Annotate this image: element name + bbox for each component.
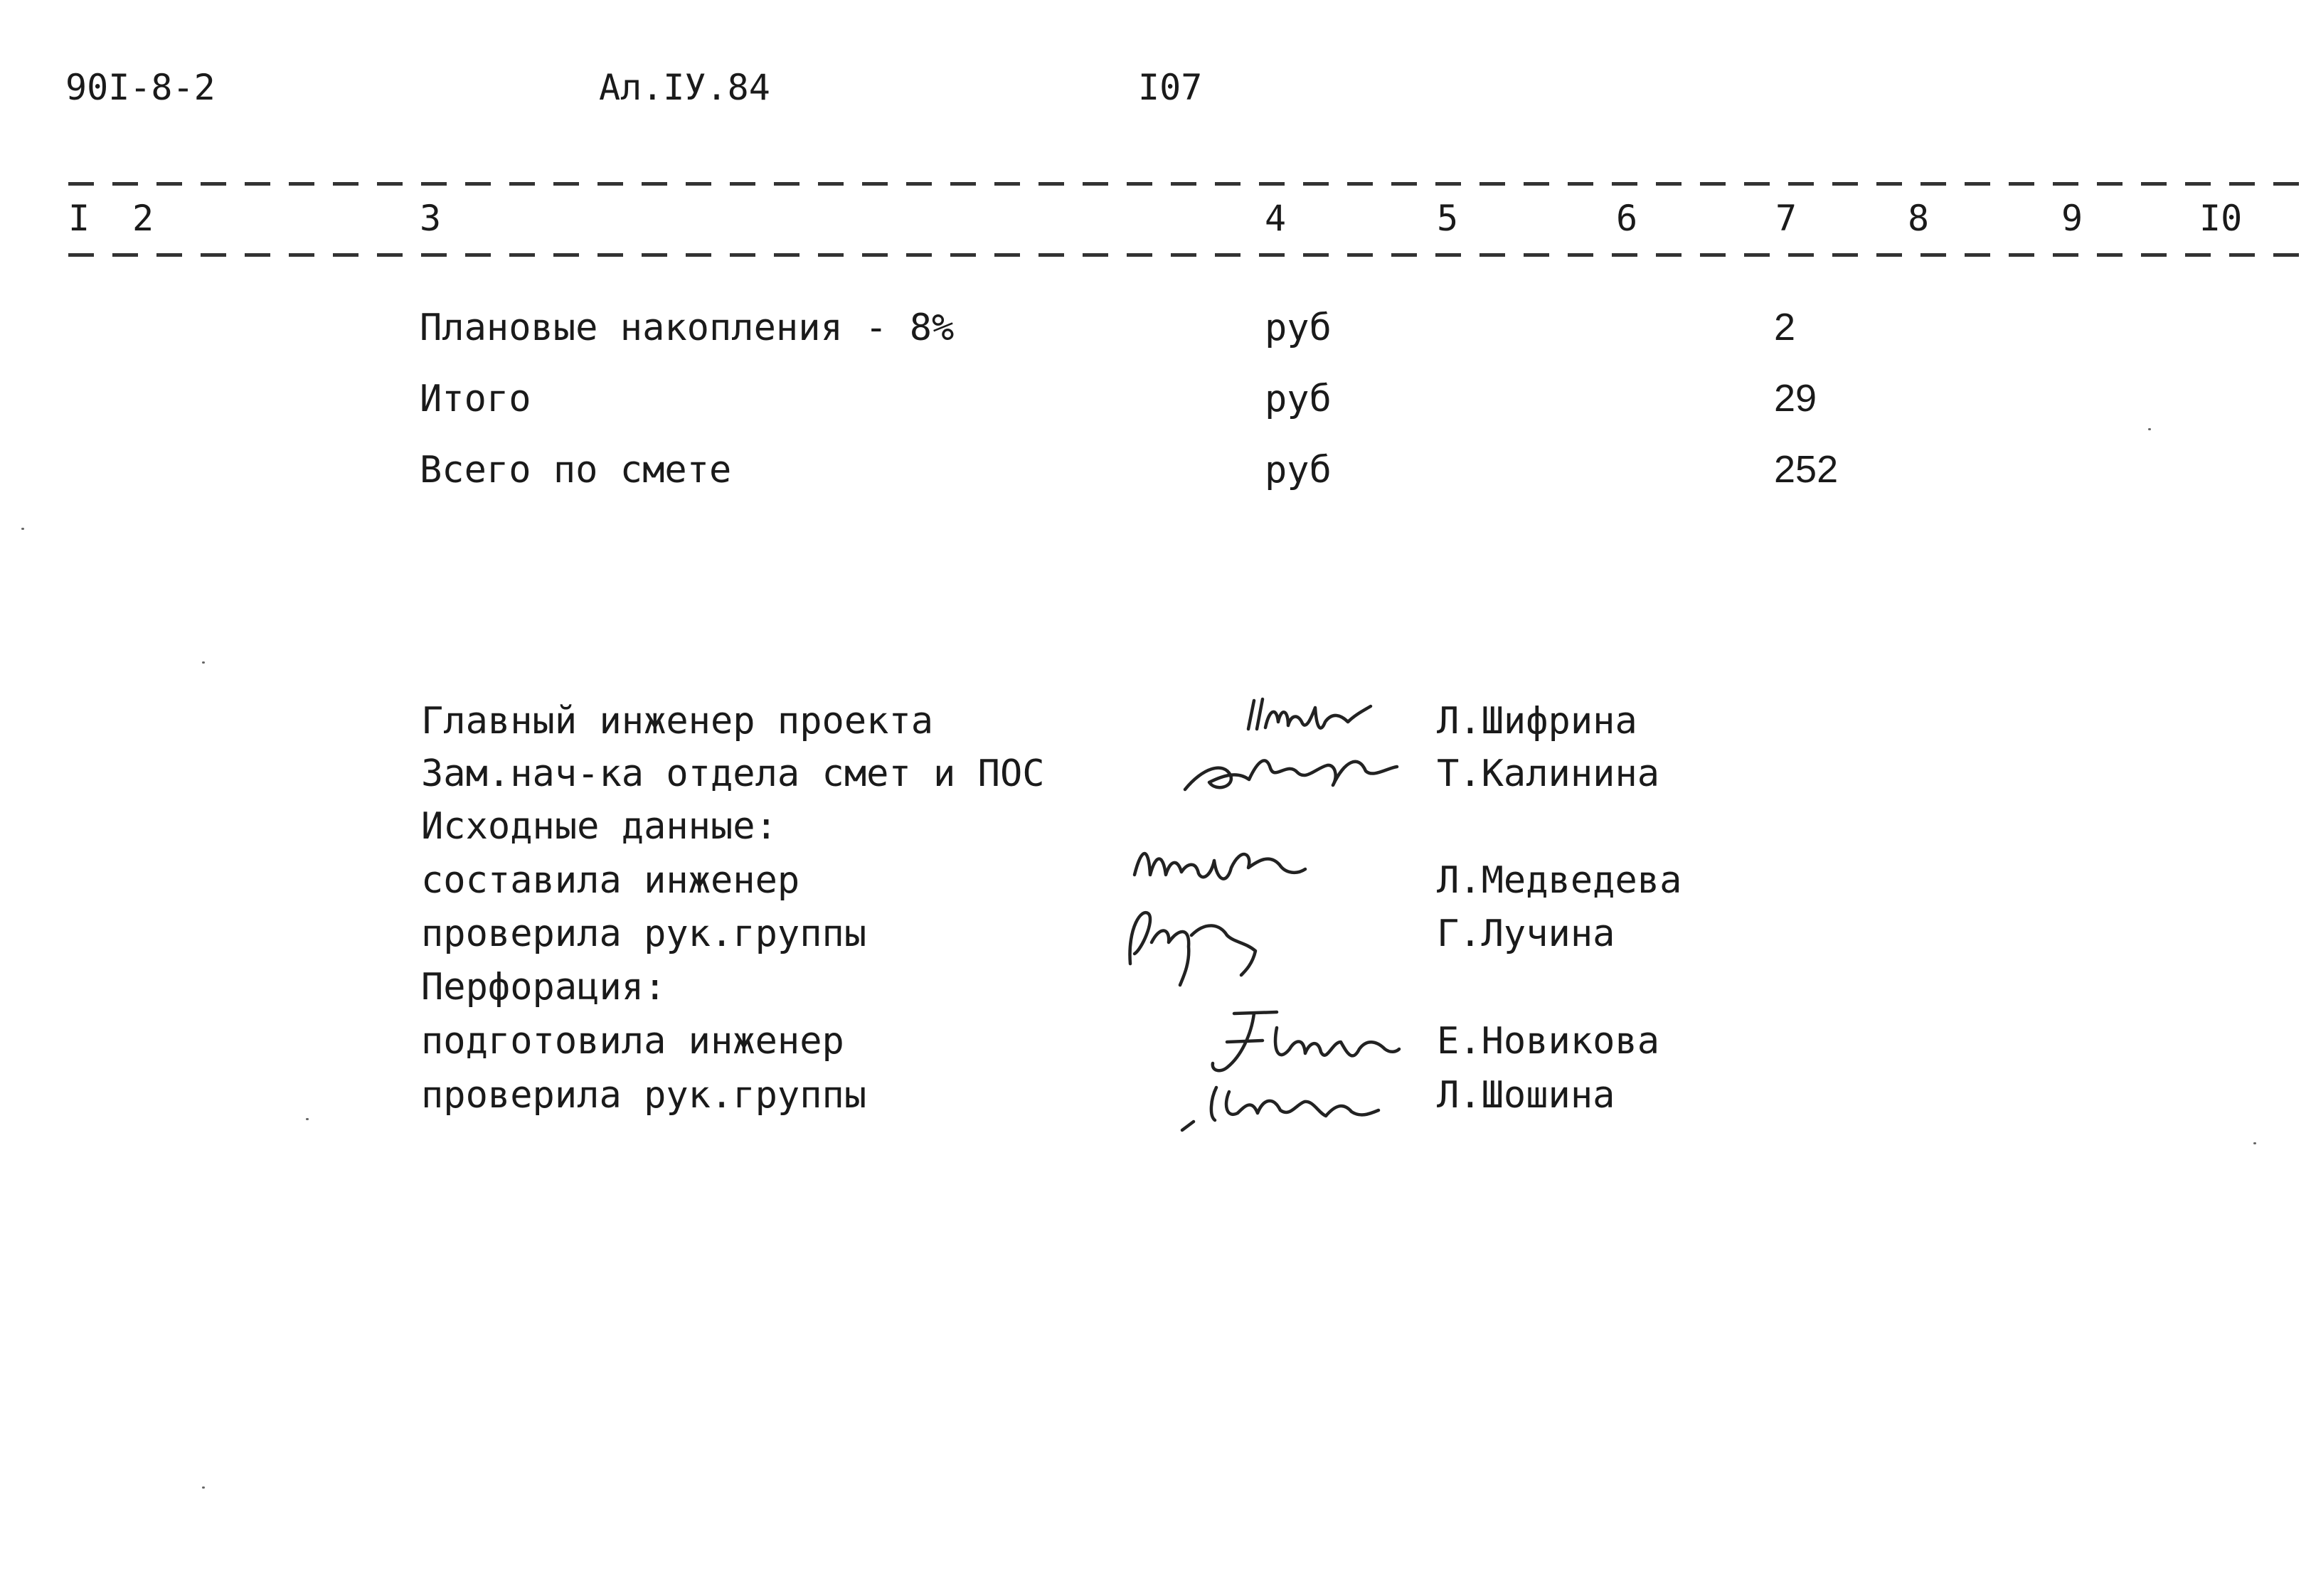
column-header-10: I0 <box>2199 198 2243 239</box>
bottom-dashed-rule <box>68 253 2311 257</box>
scan-speck <box>2253 1142 2256 1144</box>
scan-speck <box>202 661 205 664</box>
handwritten-signature-kalinina <box>1181 740 1401 804</box>
column-header-4: 4 <box>1265 198 1287 239</box>
column-header-5: 5 <box>1437 198 1459 239</box>
signatory-name: Т.Калинина <box>1437 752 1660 795</box>
signatory-role: проверила рук.группы <box>421 1074 867 1117</box>
handwritten-signature-shoshina <box>1174 1070 1387 1134</box>
signatory-name: Л.Медведева <box>1437 859 1682 902</box>
section-heading: Перфорация: <box>421 966 666 1009</box>
document-code: 90I-8-2 <box>65 67 216 108</box>
signatory-name: Е.Новикова <box>1437 1020 1660 1063</box>
scan-speck <box>2148 428 2151 430</box>
album-reference: Ал.IУ.84 <box>599 67 770 108</box>
signatory-name: Л.Шифрина <box>1437 700 1637 743</box>
signatory-role: подготовила инженер <box>421 1020 844 1063</box>
signatory-role: Зам.нач-ка отдела смет и ПОС <box>421 752 1045 795</box>
signatory-role: проверила рук.группы <box>421 913 867 955</box>
signatory-role: составила инженер <box>421 859 800 902</box>
signatory-role: Главный инженер проекта <box>421 700 934 743</box>
signatory-name: Г.Лучина <box>1437 913 1615 955</box>
row-label: Итого <box>420 378 531 420</box>
row-value: 252 <box>1774 448 1839 491</box>
handwritten-signature-luchina <box>1120 885 1263 992</box>
signatory-name: Л.Шошина <box>1437 1074 1615 1117</box>
column-header-9: 9 <box>2061 198 2083 239</box>
scan-speck <box>306 1118 309 1120</box>
row-value: 2 <box>1774 306 1796 349</box>
row-label: Плановые накопления - 8% <box>420 307 955 349</box>
top-dashed-rule <box>68 182 2311 186</box>
page-number: I07 <box>1138 67 1203 108</box>
column-header-7: 7 <box>1775 198 1797 239</box>
row-value: 29 <box>1774 377 1817 420</box>
scan-speck <box>202 1486 205 1489</box>
row-label: Всего по смете <box>420 449 732 491</box>
row-unit: руб <box>1265 378 1332 420</box>
column-header-2: 2 <box>132 198 154 239</box>
column-header-1: I <box>68 198 90 239</box>
column-header-3: 3 <box>420 198 442 239</box>
section-heading: Исходные данные: <box>421 805 777 848</box>
row-unit: руб <box>1265 449 1332 491</box>
column-header-8: 8 <box>1908 198 1930 239</box>
scan-speck <box>21 528 24 530</box>
column-header-6: 6 <box>1616 198 1638 239</box>
row-unit: руб <box>1265 307 1332 349</box>
handwritten-signature-shifrina <box>1241 686 1376 743</box>
